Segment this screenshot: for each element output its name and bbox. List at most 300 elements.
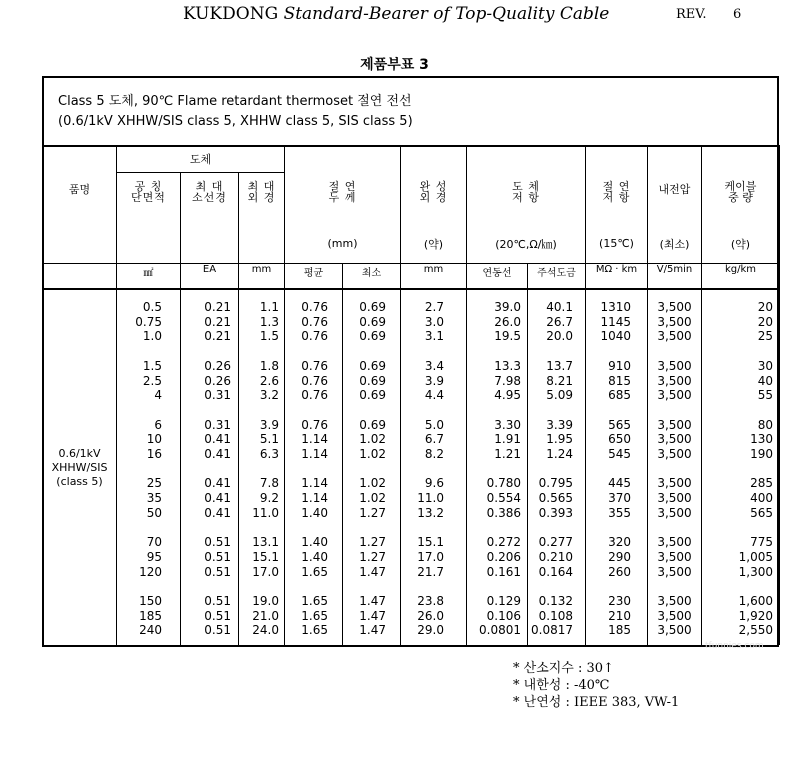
data-cell: 0.69: [359, 358, 386, 373]
data-cell: 1.47: [359, 608, 386, 623]
group-gap: [239, 344, 279, 359]
data-cell: 0.161: [486, 564, 521, 579]
data-cell: 3.30: [494, 417, 521, 432]
sub-empty-3: [239, 225, 285, 263]
data-cell: 0.132: [538, 593, 573, 608]
data-cell: 3.39: [546, 417, 573, 432]
data-cell: 2.6: [259, 373, 279, 388]
group-gap: [467, 579, 521, 594]
data-cell: 2.7: [424, 300, 444, 314]
group-gap: [528, 521, 573, 536]
header-max-od: 최 대 외 경: [239, 172, 285, 225]
data-cell: 185: [608, 623, 631, 638]
data-cell: 11.0: [417, 491, 444, 506]
header-nominal-area: 공 칭 단면적: [117, 172, 181, 225]
group-gap: [648, 462, 701, 477]
data-cell: 1.40: [301, 535, 328, 550]
group-gap: [401, 462, 444, 477]
group-gap: [467, 521, 521, 536]
data-cell: 2.5: [142, 373, 162, 388]
data-cell: 1.02: [359, 447, 386, 461]
data-cell: 1.40: [301, 505, 328, 520]
data-cell: 0.0817: [531, 623, 573, 638]
group-gap: [702, 579, 773, 594]
data-cell: 40.1: [546, 300, 573, 314]
data-cell: 0.795: [538, 476, 573, 491]
data-cell: 150: [139, 593, 162, 608]
group-gap: [586, 462, 631, 477]
group-gap: [343, 521, 386, 536]
data-cell: 19.5: [494, 329, 521, 344]
data-cell: 1.02: [359, 432, 386, 447]
data-cell: 3,500: [657, 535, 692, 550]
data-cell: 7.8: [259, 476, 279, 491]
data-cell: 17.0: [252, 564, 279, 579]
data-cell: 3,500: [657, 388, 692, 403]
group-gap: [528, 579, 573, 594]
data-cell: 685: [608, 388, 631, 403]
data-cell: 1,600: [738, 593, 773, 608]
class-line-2: (0.6/1kV XHHW/SIS class 5, XHHW class 5, SIS class 5): [58, 114, 413, 129]
data-cell: 0.76: [301, 300, 328, 314]
group-gap: [648, 403, 701, 418]
data-cell: 0.129: [486, 593, 521, 608]
data-cell: 13.1: [252, 535, 279, 550]
data-cell: 3,500: [657, 564, 692, 579]
group-gap: [702, 344, 773, 359]
data-cell: 1145: [600, 314, 631, 329]
data-cell: 285: [750, 476, 773, 491]
col-max-wire: [181, 289, 239, 645]
data-cell: 6.3: [259, 447, 279, 461]
data-cell: 0.69: [359, 329, 386, 344]
data-cell: 10: [146, 432, 162, 447]
header-insulation-thickness: 절 연 두 께: [285, 146, 401, 225]
data-cell: 0.565: [538, 491, 573, 506]
data-cell: 6: [154, 417, 162, 432]
data-cell: 1.3: [259, 314, 279, 329]
document-title: 제품부표 3: [360, 57, 429, 73]
data-cell: 400: [750, 491, 773, 506]
data-cell: 0.76: [301, 358, 328, 373]
group-gap: [117, 579, 162, 594]
unit-cell: MΩ · km: [586, 263, 648, 289]
data-cell: 775: [750, 535, 773, 550]
data-cell: 0.69: [359, 388, 386, 403]
group-gap: [285, 521, 328, 536]
group-gap: [528, 403, 573, 418]
data-cell: 0.21: [204, 314, 231, 329]
data-cell: 1.24: [546, 447, 573, 461]
group-gap: [401, 521, 444, 536]
group-gap: [181, 344, 231, 359]
data-cell: 0.5: [142, 300, 162, 314]
class-line-1: Class 5 도체, 90℃ Flame retardant thermoset 절연 전선: [58, 94, 412, 109]
data-cell: 0.51: [204, 623, 231, 638]
data-cell: 445: [608, 476, 631, 491]
data-cell: 1.14: [301, 432, 328, 447]
sub-thickness: (mm): [285, 225, 401, 263]
revision-number: 6: [733, 7, 742, 22]
data-cell: 3.4: [424, 358, 444, 373]
col-withstand-voltage: [648, 289, 702, 645]
header-conductor-resistance: 도 체 저 항: [467, 146, 586, 225]
data-cell: 240: [139, 623, 162, 638]
data-cell: 20: [757, 314, 773, 329]
col-thickness-min: [343, 289, 401, 645]
data-cell: 30: [757, 358, 773, 373]
spec-table: [42, 145, 780, 645]
data-cell: 3,500: [657, 476, 692, 491]
data-cell: 3,500: [657, 491, 692, 506]
data-cell: 26.7: [546, 314, 573, 329]
group-gap: [181, 462, 231, 477]
data-cell: 55: [757, 388, 773, 403]
sub-voltage: (최소): [648, 225, 702, 263]
group-gap: [117, 344, 162, 359]
data-cell: 0.108: [538, 608, 573, 623]
data-cell: 0.41: [204, 432, 231, 447]
group-gap: [117, 403, 162, 418]
data-cell: 1.1: [259, 300, 279, 314]
data-cell: 565: [750, 505, 773, 520]
data-cell: 3.9: [424, 373, 444, 388]
data-cell: 650: [608, 432, 631, 447]
revision-label: REV.: [676, 7, 707, 22]
data-cell: 1.47: [359, 623, 386, 638]
group-gap: [285, 403, 328, 418]
header-withstand-voltage: 내전압: [648, 146, 702, 225]
data-cell: 13.2: [417, 505, 444, 520]
sub-ins-res: (15℃): [586, 225, 648, 263]
col-thickness-avg: [285, 289, 343, 645]
data-cell: 26.0: [417, 608, 444, 623]
data-cell: 40: [757, 373, 773, 388]
data-cell: 1.14: [301, 491, 328, 506]
data-cell: 0.393: [538, 505, 573, 520]
data-cell: 3,500: [657, 432, 692, 447]
group-gap: [239, 521, 279, 536]
unit-cell: 최소: [343, 263, 401, 289]
data-cell: 0.69: [359, 314, 386, 329]
header-finished-od: 완 성 외 경: [401, 146, 467, 225]
data-cell: 17.0: [417, 549, 444, 564]
col-max-od: [239, 289, 285, 645]
data-cell: 910: [608, 358, 631, 373]
data-cell: 0.31: [204, 388, 231, 403]
data-cell: 1.27: [359, 535, 386, 550]
sub-weight: (약): [702, 225, 780, 263]
note-cold-resistance: * 내한성 : -40℃: [513, 678, 610, 693]
data-cell: 355: [608, 505, 631, 520]
col-finished-od: [401, 289, 467, 645]
data-cell: 1.0: [142, 329, 162, 344]
data-cell: 1,005: [738, 549, 773, 564]
group-gap: [343, 462, 386, 477]
data-cell: 0.106: [486, 608, 521, 623]
sub-empty-2: [181, 225, 239, 263]
data-cell: 1.5: [142, 358, 162, 373]
data-cell: 1,300: [738, 564, 773, 579]
data-cell: 6.7: [424, 432, 444, 447]
header-product-name: 품명: [43, 146, 117, 263]
data-cell: 3,500: [657, 447, 692, 461]
group-gap: [343, 579, 386, 594]
group-gap: [401, 579, 444, 594]
data-cell: 0.21: [204, 300, 231, 314]
note-oxygen-index: * 산소지수 : 30↑: [513, 661, 614, 676]
group-gap: [181, 403, 231, 418]
unit-cell: 평균: [285, 263, 343, 289]
data-cell: 0.41: [204, 505, 231, 520]
unit-cell: kg/km: [702, 263, 780, 289]
data-cell: 4.4: [424, 388, 444, 403]
col-resistance-tinned: [528, 289, 586, 645]
unit-cell: V/5min: [648, 263, 702, 289]
data-cell: 7.98: [494, 373, 521, 388]
group-gap: [702, 403, 773, 418]
data-cell: 1.8: [259, 358, 279, 373]
unit-cell: EA: [181, 263, 239, 289]
group-gap: [401, 344, 444, 359]
data-cell: 3,500: [657, 358, 692, 373]
group-gap: [586, 344, 631, 359]
group-gap: [285, 462, 328, 477]
data-cell: 0.69: [359, 417, 386, 432]
data-cell: 3,500: [657, 314, 692, 329]
data-cell: 0.51: [204, 593, 231, 608]
group-gap: [467, 344, 521, 359]
data-cell: 1.27: [359, 549, 386, 564]
data-cell: 13.7: [546, 358, 573, 373]
group-gap: [702, 462, 773, 477]
data-cell: 0.164: [538, 564, 573, 579]
data-cell: 0.51: [204, 608, 231, 623]
data-cell: 26.0: [494, 314, 521, 329]
data-cell: 1.40: [301, 549, 328, 564]
unit-cell: 연동선: [467, 263, 528, 289]
data-cell: 4: [154, 388, 162, 403]
data-cell: 0.21: [204, 329, 231, 344]
data-cell: 70: [146, 535, 162, 550]
data-cell: 0.69: [359, 300, 386, 314]
data-cell: 1.47: [359, 564, 386, 579]
data-cell: 13.3: [494, 358, 521, 373]
data-cell: 0.41: [204, 491, 231, 506]
group-gap: [181, 521, 231, 536]
data-cell: 0.76: [301, 373, 328, 388]
group-gap: [181, 579, 231, 594]
group-gap: [239, 579, 279, 594]
data-cell: 3,500: [657, 549, 692, 564]
header-insulation-resistance: 절 연 저 항: [586, 146, 648, 225]
data-cell: 3.9: [259, 417, 279, 432]
group-gap: [648, 579, 701, 594]
data-cell: 2,550: [738, 623, 773, 638]
group-gap: [343, 403, 386, 418]
data-cell: 370: [608, 491, 631, 506]
data-cell: 0.31: [204, 417, 231, 432]
data-cell: 3,500: [657, 608, 692, 623]
group-gap: [401, 403, 444, 418]
data-cell: 1310: [600, 300, 631, 314]
group-gap: [117, 521, 162, 536]
data-cell: 0.41: [204, 447, 231, 461]
units-row: [43, 263, 780, 289]
data-cell: 1,920: [738, 608, 773, 623]
data-cell: 0.76: [301, 417, 328, 432]
data-cell: 3,500: [657, 623, 692, 638]
data-cell: 0.210: [538, 549, 573, 564]
data-cell: 25: [146, 476, 162, 491]
col-insulation-resistance: [586, 289, 648, 645]
data-cell: 0.277: [538, 535, 573, 550]
data-cell: 1.5: [259, 329, 279, 344]
group-gap: [239, 462, 279, 477]
data-cell: 0.26: [204, 373, 231, 388]
sub-resistance: (20℃,Ω/㎞): [467, 225, 586, 263]
data-cell: 545: [608, 447, 631, 461]
data-cell: 0.51: [204, 535, 231, 550]
data-cell: 1.02: [359, 476, 386, 491]
col-resistance-plain: [467, 289, 528, 645]
data-cell: 25: [757, 329, 773, 344]
class-description: [42, 76, 779, 146]
data-cell: 15.1: [417, 535, 444, 550]
data-cell: 130: [750, 432, 773, 447]
data-cell: 20: [757, 300, 773, 314]
data-cell: 320: [608, 535, 631, 550]
data-cell: 230: [608, 593, 631, 608]
unit-cell: ㎟: [117, 263, 181, 289]
group-gap: [467, 403, 521, 418]
data-cell: 0.554: [486, 491, 521, 506]
data-cell: 0.69: [359, 373, 386, 388]
data-cell: 20.0: [546, 329, 573, 344]
data-cell: 3,500: [657, 417, 692, 432]
group-gap: [702, 521, 773, 536]
sub-empty-1: [117, 225, 181, 263]
data-cell: 0.26: [204, 358, 231, 373]
data-cell: 0.0801: [479, 623, 521, 638]
data-cell: 4.95: [494, 388, 521, 403]
data-cell: 9.6: [424, 476, 444, 491]
data-cell: 39.0: [494, 300, 521, 314]
data-cell: 8.21: [546, 373, 573, 388]
group-gap: [528, 344, 573, 359]
data-cell: 1.14: [301, 476, 328, 491]
group-gap: [285, 579, 328, 594]
data-cell: 0.386: [486, 505, 521, 520]
data-cell: 23.8: [417, 593, 444, 608]
notes: [513, 660, 679, 711]
data-cell: 0.76: [301, 388, 328, 403]
data-cell: 1.14: [301, 447, 328, 461]
data-cell: 95: [146, 549, 162, 564]
col-cable-weight: [702, 289, 780, 645]
data-cell: 1.21: [494, 447, 521, 461]
data-cell: 210: [608, 608, 631, 623]
data-cell: 3,500: [657, 373, 692, 388]
data-cell: 1.65: [301, 608, 328, 623]
group-gap: [586, 579, 631, 594]
group-gap: [117, 462, 162, 477]
data-cell: 80: [757, 417, 773, 432]
col-nominal-area: [117, 289, 181, 645]
data-cell: 0.51: [204, 549, 231, 564]
data-cell: 185: [139, 608, 162, 623]
sub-od: (약): [401, 225, 467, 263]
data-cell: 0.206: [486, 549, 521, 564]
data-cell: 1.65: [301, 593, 328, 608]
group-gap: [343, 344, 386, 359]
data-cell: 260: [608, 564, 631, 579]
watermark-text: tfunnies.com: [705, 641, 764, 651]
page-header: [0, 4, 789, 28]
data-cell: 120: [139, 564, 162, 579]
unit-cell: 주석도금: [528, 263, 586, 289]
data-cell: 50: [146, 505, 162, 520]
data-cell: 3,500: [657, 300, 692, 314]
group-gap: [648, 521, 701, 536]
header-cable-weight: 케이블 중 량: [702, 146, 780, 225]
group-gap: [239, 403, 279, 418]
data-cell: 8.2: [424, 447, 444, 461]
data-cell: 190: [750, 447, 773, 461]
data-cell: 5.09: [546, 388, 573, 403]
data-cell: 3.2: [259, 388, 279, 403]
data-cell: 0.76: [301, 314, 328, 329]
data-cell: 19.0: [252, 593, 279, 608]
data-cell: 0.41: [204, 476, 231, 491]
data-cell: 5.1: [259, 432, 279, 447]
data-cell: 21.7: [417, 564, 444, 579]
data-cell: 0.272: [486, 535, 521, 550]
data-cell: 1.95: [546, 432, 573, 447]
data-cell: 16: [146, 447, 162, 461]
data-cell: 0.76: [301, 329, 328, 344]
data-cell: 3,500: [657, 329, 692, 344]
data-cell: 9.2: [259, 491, 279, 506]
data-cell: 3.1: [424, 329, 444, 344]
data-cell: 15.1: [252, 549, 279, 564]
data-cell: 815: [608, 373, 631, 388]
data-cell: 1040: [600, 329, 631, 344]
data-cell: 1.02: [359, 491, 386, 506]
data-cell: 11.0: [252, 505, 279, 520]
group-gap: [285, 344, 328, 359]
data-cell: 3.0: [424, 314, 444, 329]
header-max-wire: 최 대 소선경: [181, 172, 239, 225]
data-cell: 1.47: [359, 593, 386, 608]
brand-header: KUKDONG Standard-Bearer of Top-Quality Cable: [183, 4, 610, 24]
data-cell: 1.91: [494, 432, 521, 447]
data-cell: 21.0: [252, 608, 279, 623]
data-cell: 565: [608, 417, 631, 432]
unit-cell: mm: [239, 263, 285, 289]
unit-cell: mm: [401, 263, 467, 289]
data-cell: 3,500: [657, 593, 692, 608]
data-cell: 0.51: [204, 564, 231, 579]
data-cell: 1.27: [359, 505, 386, 520]
data-cell: 0.780: [486, 476, 521, 491]
data-cell: 1.65: [301, 564, 328, 579]
note-flame-retardance: * 난연성 : IEEE 383, VW-1: [513, 695, 680, 710]
data-cell: 0.75: [135, 314, 162, 329]
header-conductor: 도체: [117, 146, 285, 172]
group-gap: [648, 344, 701, 359]
unit-empty: [43, 263, 117, 289]
